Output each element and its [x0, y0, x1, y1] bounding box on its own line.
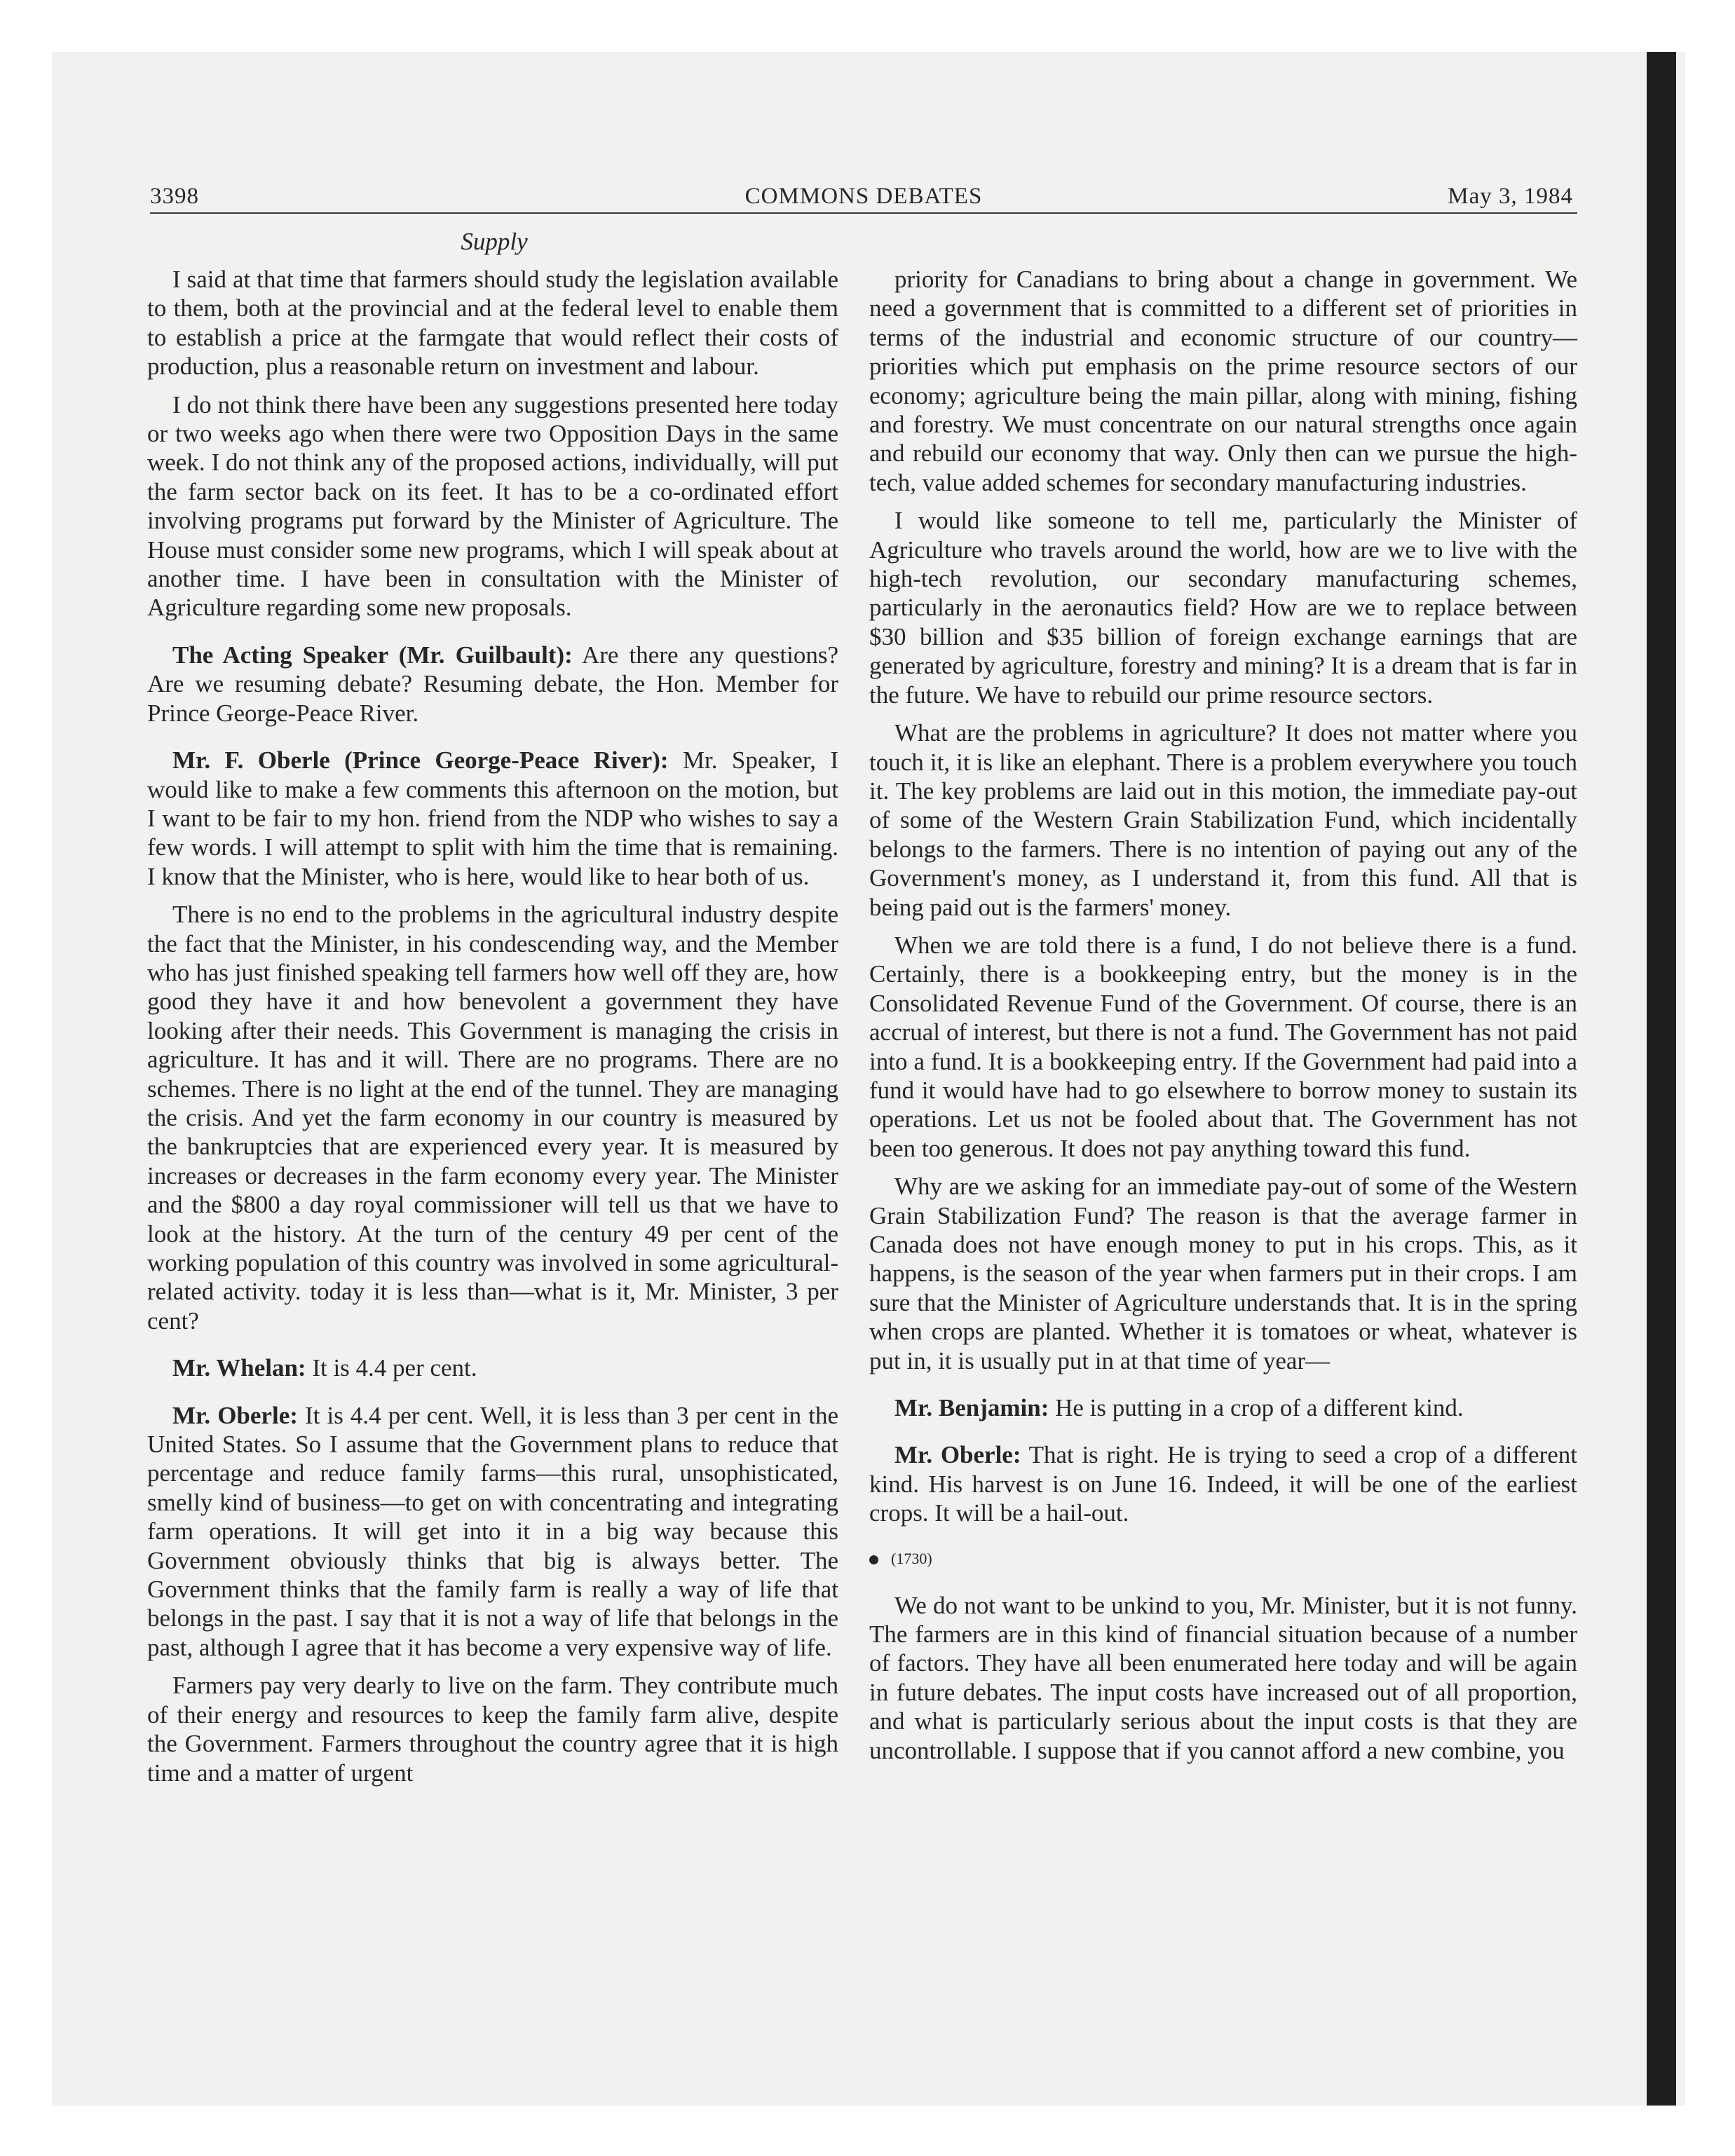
page-header — [150, 180, 1577, 214]
speech-paragraph — [869, 1393, 1577, 1422]
speech-text: It is 4.4 per cent. Well, it is less than 3 per cent in the United States. So I assume that the Government plans to reduce that percentage and reduce family farms—this rural, unsophisticated, smelly kind of business—to get on with concentrating and integrating farm operations. It will get into it in a big way because this Government obviously thinks that big is always better. The Government thinks that the family farm is really a way of life that belongs in the past. I say that it is not a way of life that belongs in the past, although I agree that it has become a very expensive way of life. — [147, 1401, 839, 1661]
paragraph: I do not think there have been any suggestions presented here today or two weeks ago when there were two Opposition Days in the same week. I do not think any of the proposed actions, individually, will put the farm sector back on its feet. It has to be a co-ordinated effort involving programs put forward by the Minister of Agriculture. The House must consider some new programs, which I will speak about at another time. I have been in consultation with the Minister of Agriculture regarding some new proposals. — [147, 390, 838, 622]
speech-text: Are there any questions? Are we resuming debate? Resuming debate, the Hon. Member for Prince George-Peace River. — [147, 641, 838, 727]
paragraph: When we are told there is a fund, I do not believe there is a fund. Certainly, there is a bookkeeping entry, but the money is in the Consolidated Revenue Fund of the Government. Of course, there is an accrual of interest, but there is not a fund. The Government has not paid into a fund. It is a bookkeeping entry. If the Government had paid into a fund it would have had to go elsewhere to borrow money to sustain its operations. Let us not be fooled about that. The Government has not been too generous. It does not pay anything toward this fund. — [869, 931, 1577, 1162]
paragraph: I would like someone to tell me, particularly the Minister of Agriculture who travels around the world, how are we to live with the high-tech revolution, our secondary manufacturing schemes, particularly in the aeronautics field? How are we to replace between $30 billion and $35 billion of foreign exchange earnings that are generated by agriculture, forestry and mining? It is a dream that is far in the future. We have to rebuild our prime resource sectors. — [869, 507, 1577, 709]
paragraph: priority for Canadians to bring about a change in government. We need a government that is committed to a different set of priorities in terms of the industrial and economic structure of our country—priorities which put emphasis on the prime resource sectors of our economy; agriculture being the main pillar, along with mining, fishing and forestry. We must concentrate on our natural strengths once again and rebuild our economy that way. Only then can we pursue the high-tech, value added schemes for secondary manufacturing industries. — [869, 266, 1577, 496]
paragraph: What are the problems in agriculture? It does not matter where you touch it, it is like an elephant. There is a problem everywhere you touch it. The key problems are laid out in this motion, the immediate pay-out of some of the Western Grain Stabilization Fund, which incidentally belongs to the farmers. There is no intention of paying out any of the Government's money, as I understand it, from this fund. All that is being paid out is the farmers' money. — [869, 719, 1577, 921]
right-column — [869, 265, 1577, 1765]
speaker-name: Mr. Oberle: — [894, 1441, 1021, 1469]
speech-paragraph — [869, 1440, 1577, 1527]
paragraph: Farmers pay very dearly to live on the farm. They contribute much of their energy and resources to keep the family farm alive, despite the Government. Farmers throughout the country agree that it is high time and a matter of urgent — [147, 1672, 838, 1787]
left-column — [147, 265, 838, 1787]
speech-paragraph — [147, 746, 838, 891]
speech-paragraph — [147, 1401, 838, 1663]
paragraph: We do not want to be unkind to you, Mr. Minister, but it is not funny. The farmers are in this kind of financial situation because of a number of factors. They have all been enumerated here today and will be again in future debates. The input costs have increased out of all proportion, and what is particularly serious about the input costs is that they are uncontrollable. I suppose that if you cannot afford a new combine, you — [869, 1591, 1577, 1764]
paragraph: I said at that time that farmers should study the legislation available to them, both at the provincial and at the federal level to enable them to establish a price at the farmgate that would reflect their costs of production, plus a reasonable return on investment and labour. — [147, 266, 838, 381]
publication-title: COMMONS DEBATES — [744, 184, 983, 209]
speech-text: It is 4.4 per cent. — [312, 1354, 477, 1382]
paragraph: There is no end to the problems in the agricultural industry despite the fact that the Minister, in his condescending way, and the Member who has just finished speaking tell farmers how well off they are, how good they have it and how benevolent a government they have looking after their needs. This Government is managing the crisis in agriculture. It has and it will. There are no programs. There are no schemes. There is no light at the end of the tunnel. They are managing the crisis. And yet the farm economy in our country is measured by the bankruptcies that are experienced every year. It is measured by increases or decreases in the farm economy every year. The Minister and the $800 a day royal commissioner will tell us that we have to look at the history. At the turn of the century 49 per cent of the working population of this country was involved in some agricultural-related activity. today it is less than—what is it, Mr. Minister, 3 per cent? — [147, 901, 838, 1335]
speech-paragraph — [147, 1353, 838, 1382]
speech-paragraph — [147, 641, 838, 728]
publication-date: May 3, 1984 — [1448, 184, 1573, 209]
speaker-name: Mr. Oberle: — [172, 1401, 298, 1429]
speaker-name: The Acting Speaker (Mr. Guilbault): — [172, 641, 573, 669]
speaker-name: Mr. Benjamin: — [894, 1394, 1049, 1422]
scan-edge-bar — [1647, 52, 1676, 2106]
time-marker — [869, 1545, 1577, 1573]
bullet-icon — [869, 1555, 878, 1564]
time-marker-text: (1730) — [891, 1549, 932, 1567]
speaker-name: Mr. F. Oberle (Prince George-Peace River): — [172, 746, 669, 775]
page-number: 3398 — [150, 184, 199, 209]
speech-text: That is right. He is trying to seed a crop of a different kind. His harvest is on June 16. Indeed, it will be one of the earliest crops. It will be a hail-out. — [869, 1441, 1577, 1527]
speech-text: He is putting in a crop of a different kind. — [1055, 1394, 1464, 1422]
section-title: Supply — [461, 228, 528, 255]
speaker-name: Mr. Whelan: — [172, 1354, 306, 1382]
paragraph: Why are we asking for an immediate pay-out of some of the Western Grain Stabilization Fund? The reason is that the average farmer in Canada does not have enough money to put in his crops. This, as it happens, is the season of the year when farmers put in their crops. I am sure that the Minister of Agriculture understands that. It is in the spring when crops are planted. Whether it is tomatoes or wheat, whatever is put in, it is usually put in at that time of year— — [869, 1173, 1577, 1374]
speech-text: Mr. Speaker, I would like to make a few comments this afternoon on the motion, but I want to be fair to my hon. friend from the NDP who wishes to say a few words. I will attempt to split with him the time that is remaining. I know that the Minister, who is here, would like to hear both of us. — [147, 746, 838, 890]
